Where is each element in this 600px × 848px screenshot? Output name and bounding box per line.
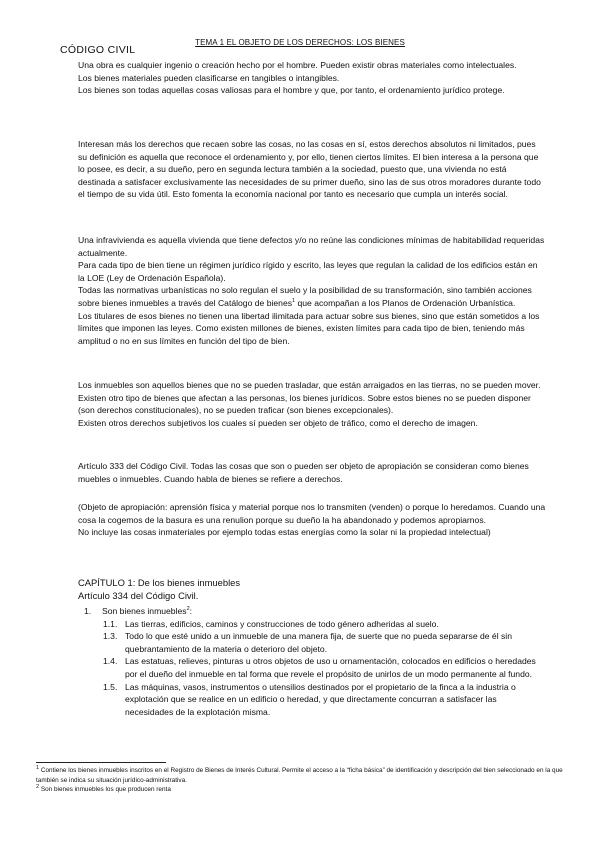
paragraph-block-article-333 bbox=[78, 460, 546, 485]
sub-list-number: 1.1. bbox=[103, 618, 118, 629]
paragraph-block-intro bbox=[78, 59, 546, 97]
list-number: 1. bbox=[84, 606, 92, 616]
sub-list-number: 1.4. bbox=[103, 656, 118, 667]
paragraph-text: que acompañan a los Planos de Ordenación Urbanística. bbox=[295, 297, 516, 308]
paragraph: Una infravivienda es aquella vivienda que tiene defectos y/o no reúne las condiciones mínimas de habitabilidad requeridas actualmente. bbox=[78, 235, 545, 258]
paragraph: Los titulares de esos bienes no tienen una libertad ilimitada para actuar sobre sus bienes, sino que están sometidos a los límites que imponen las leyes. Como existen millones de bienes, existen límites para cada tipo de bien, teniendo más amplitud o no en sus límites en función del tipo de bien. bbox=[78, 310, 540, 346]
sub-list-number: 1.5. bbox=[103, 681, 118, 692]
footnote-text: Contiene los bienes inmuebles inscritos en el Registro de Bienes de Interés Cultural. Permite el acceso a la “ficha básica” de identificación y descripción del bien seleccionado en la que también se indica su situación jurídico-administrativa. bbox=[36, 767, 563, 784]
paragraph: Existen otros derechos subjetivos los cuales sí pueden ser objeto de tráfico, como el derecho de imagen. bbox=[78, 417, 478, 428]
footnote-number: 2 bbox=[36, 784, 40, 791]
numbered-list bbox=[84, 605, 546, 718]
paragraph-block-rights bbox=[78, 138, 546, 201]
list-item-text bbox=[102, 605, 192, 618]
paragraph-text: Todas las normativas urbanísticas no solo regulan el suelo y la posibilidad de su transformación, sino también acciones sobre bienes inmuebles a través del Catálogo de bienes bbox=[78, 285, 532, 308]
article-title: Artículo 334 del Código Civil. bbox=[78, 589, 199, 601]
sub-list-item bbox=[84, 618, 546, 631]
footnote bbox=[36, 766, 566, 785]
paragraph-block-inmuebles bbox=[78, 379, 546, 429]
footnotes bbox=[36, 766, 566, 795]
paragraph-block-apropiacion bbox=[78, 501, 546, 539]
sub-list-text: Las estatuas, relieves, pinturas u otros objetos de uso u ornamentación, colocados en edificios o heredades por el dueño del inmueble en tal forma que revele el propósito de unirlos de un modo permanente al fundo. bbox=[125, 656, 536, 679]
paragraph: Interesan más los derechos que recaen sobre las cosas, no las cosas en sí, estos derechos absolutos ni limitados, pues su definición es aquella que reconoce el ordenamiento y, por ello, tienen ciertos límites. El bien interesa a la persona que lo posee, es decir, a su dueño, pero en segunda lectura también a la sociedad, puesto que, una vivienda no está destinada a satisfacer exclusivamente las necesidades de su primer dueño, sino las de sus otros moradores durante todo el tiempo de su vida útil. Esto fomenta la economía nacional por tanto es necesario que cumpla un interés social. bbox=[78, 139, 541, 200]
paragraph: Una obra es cualquier ingenio o creación hecho por el hombre. Pueden existir obras materiales como intelectuales. bbox=[78, 60, 517, 70]
sub-list-text: Las tierras, edificios, caminos y construcciones de todo género adheridas al suelo. bbox=[125, 618, 439, 629]
sub-list-item bbox=[84, 630, 546, 655]
chapter-heading-block bbox=[78, 577, 546, 602]
paragraph: Para cada tipo de bien tiene un régimen jurídico rígido y escrito, las leyes que regulan la calidad de los edificios están en la LOE (Ley de Ordenación Española). bbox=[78, 260, 538, 283]
list-item bbox=[84, 605, 546, 618]
paragraph: (Objeto de apropiación: aprensión física y material porque nos lo transmiten (venden) o porque lo heredamos. Cuando una cosa la cogemos de la basura es una renulion porque su dueño la ha abandonado y podemos apropiarnos. bbox=[78, 502, 546, 525]
sub-list-text: Todo lo que esté unido a un inmueble de una manera fija, de suerte que no pueda separarse de él sin quebrantamiento de la materia o deterioro del objeto. bbox=[125, 631, 512, 654]
footnote bbox=[36, 785, 566, 795]
sub-list-item bbox=[84, 681, 546, 719]
sub-list-text: Las máquinas, vasos, instrumentos o utensilios destinados por el propietario de la finca a la industria o explotación que se realice en un edificio o heredad, y que directamente concurran a satisfacer las necesidades de la explotación misma. bbox=[125, 681, 516, 717]
paragraph-with-footnote bbox=[78, 284, 546, 309]
footnote-text: Son bienes inmuebles los que producen renta bbox=[40, 786, 171, 794]
paragraph: Artículo 333 del Código Civil. Todas las cosas que son o pueden ser objeto de apropiación se consideran como bienes muebles o inmuebles. Cuando habla de bienes se refiere a derechos. bbox=[78, 461, 529, 484]
paragraph: Los bienes son todas aquellas cosas valiosas para el hombre y que, por tanto, el ordenamiento jurídico protege. bbox=[78, 85, 505, 96]
document-title: TEMA 1 EL OBJETO DE LOS DERECHOS: LOS BIENES bbox=[195, 38, 405, 47]
paragraph: Los bienes materiales pueden clasificarse en tangibles o intangibles. bbox=[78, 72, 340, 83]
footnote-ref[interactable]: 2 bbox=[186, 606, 190, 613]
paragraph: No incluye las cosas inmateriales por ejemplo todas estas energías como la solar ni la propiedad intelectual) bbox=[78, 527, 491, 538]
footnote-divider bbox=[36, 762, 166, 763]
list-item-label: Son bienes inmuebles bbox=[102, 606, 187, 616]
paragraph: Los inmuebles son aquellos bienes que no se pueden trasladar, que están arraigados en las tierras, no se pueden mover. Existen otro tipo de bienes que afectan a las personas, los bienes jurídicos. Sobre estos bienes no se pueden disponer (son derechos constitucionales), no se pueden traficar (son bienes excepcionales). bbox=[78, 380, 541, 416]
sub-list-number: 1.3. bbox=[103, 631, 118, 642]
section-heading: CÓDIGO CIVIL bbox=[60, 44, 136, 56]
sub-list-item bbox=[84, 655, 546, 680]
chapter-title: CAPÍTULO 1: De los bienes inmuebles bbox=[78, 577, 241, 588]
footnote-number: 1 bbox=[36, 764, 40, 771]
paragraph-block-infravivienda bbox=[78, 234, 546, 347]
list-item-colon: : bbox=[189, 606, 193, 616]
footnote-ref[interactable]: 1 bbox=[292, 298, 296, 305]
